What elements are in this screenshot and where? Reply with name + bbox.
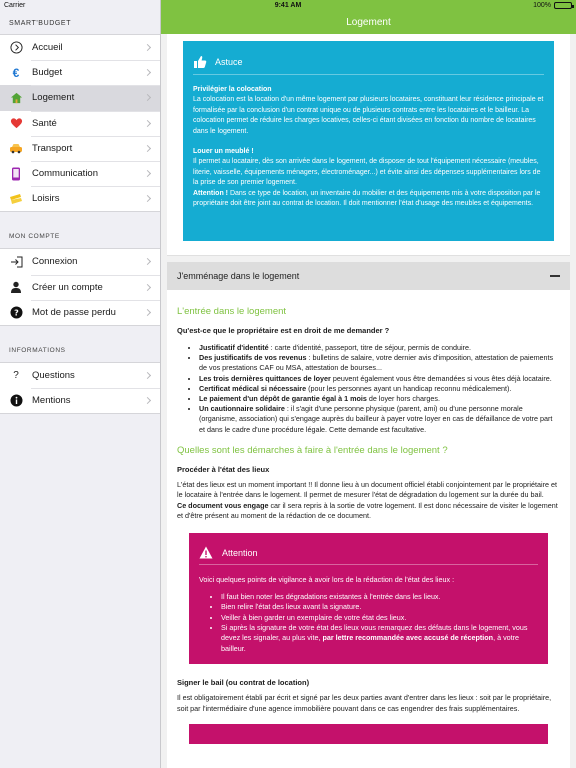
question-icon: ? [13, 369, 19, 381]
astuce-title: Astuce [215, 56, 243, 67]
battery-icon [554, 2, 572, 9]
sidebar-item-mot-de-passe-perdu[interactable] [0, 300, 160, 325]
astuce-p1-text: La colocation est la location d'un même logement par plusieurs locataires, constituant leur résidence principale et formalisée par la conclusion d'un contrat unique ou de plusieurs contrats entre les locataires et le bailleur. La colocation permet de réduire les charges locatives, celles-ci étant divisées en fonction du nombre de locataires dans le logement. [193, 96, 544, 135]
astuce-p1-title: Privilégier la colocation [193, 86, 272, 93]
sidebar [0, 0, 161, 768]
battery-indicator [533, 2, 572, 9]
astuce-p3-bold: Attention ! [193, 189, 228, 197]
chevron-right-icon [144, 94, 151, 101]
list-item: • Des justificatifs de vos revenus : bulletins de salaire, votre dernier avis d'imposition, attestation de paiements de vos prestations CAF ou MSA, attestation de bourses... [199, 353, 560, 373]
sidebar-item-questions[interactable] [0, 363, 160, 388]
svg-text:?: ? [13, 308, 19, 318]
next-callout-box [189, 724, 548, 744]
chevron-right-icon [144, 69, 151, 76]
chevron-right-icon [144, 284, 151, 291]
attention-title: Attention [222, 547, 258, 558]
astuce-header [193, 49, 544, 75]
list-item: • Il faut bien noter les dégradations existantes à l'entrée dans les lieux. [221, 592, 538, 602]
sidebar-item-logement[interactable] [0, 85, 160, 110]
sidebar-item-label: Connexion [32, 256, 78, 268]
sidebar-item-label: Mentions [32, 395, 71, 407]
sidebar-item-label: Transport [32, 142, 73, 154]
sidebar-item-label: Santé [32, 117, 57, 129]
chevron-right-icon [144, 397, 151, 404]
chevron-right-icon [144, 170, 151, 177]
requirements-list [177, 343, 560, 435]
battery-percent: 100% [533, 2, 551, 9]
accordion-header[interactable] [167, 262, 570, 290]
app-title: SMART'BUDGET [9, 20, 72, 27]
sidebar-item-connexion[interactable] [0, 249, 160, 274]
sidebar-item-accueil[interactable] [0, 35, 160, 60]
section-heading-entree: L'entrée dans le logement [177, 306, 287, 317]
info-menu [0, 362, 160, 414]
heart-icon [9, 116, 23, 130]
attention-header [199, 541, 538, 565]
sidebar-item-label: Mot de passe perdu [32, 306, 116, 318]
list-item: • Certificat médical si nécessaire (pour les personnes ayant un handicap reconnu médicalement). [199, 384, 560, 394]
accordion-emmenage [167, 262, 570, 768]
subheading-bail: Signer le bail (ou contrat de location) [177, 678, 310, 688]
question-heading: Qu'est-ce que le propriétaire est en droit de me demander ? [177, 326, 390, 335]
list-item: • Bien relire l'état des lieux avant la signature. [221, 602, 538, 612]
etat-des-lieux-paragraph: L'état des lieux est un moment important !! Il donne lieu à un document officiel établi conjointement par le propriétaire et le locataire à l'entrée dans le logement. Il permet de mesurer l'état de dégradation du logement sur la durée du bail. [177, 479, 558, 500]
bail-paragraph: Il est obligatoirement établi par écrit et signé par les deux parties avant d'entrer dans les lieux : soit par le propriétaire, soit par l'intermédiaire d'une agence immobilière pouvant dans ce cas engendrer des frais supplémentaires. [177, 693, 552, 713]
astuce-p3-text: Dans ce type de location, un inventaire du mobilier et des équipements mis à votre disposition par le propriétaire doit être joint au contrat de location. Il doit mentionner l'état d'usage des meubles et équipements. [193, 189, 541, 208]
status-bar [0, 0, 576, 12]
carrier-label: Carrier [4, 2, 26, 9]
astuce-p2-title: Louer un meublé ! [193, 148, 254, 156]
attention-list [199, 592, 538, 654]
accordion-body [167, 290, 570, 768]
astuce-p3 [193, 189, 544, 210]
section-header-info: INFORMATIONS [9, 346, 66, 354]
euro-icon: € [12, 65, 20, 80]
arrow-circle-icon [9, 41, 23, 55]
chevron-right-icon [144, 195, 151, 202]
chevron-right-icon [144, 372, 151, 379]
account-menu [0, 248, 160, 326]
document-engage-paragraph: Ce document vous engage car il sera repris à la sortie de votre logement. Il est donc nécessaire de visiter le logement et d'être présent au moment de la rédaction de ce document. [177, 500, 558, 521]
content-scroll[interactable] [167, 34, 570, 768]
section-heading-demarches: Quelles sont les démarches à faire à l'entrée dans le logement ? [177, 444, 448, 456]
sidebar-item-label: Budget [32, 67, 63, 79]
sidebar-item-label: Logement [32, 92, 75, 104]
attention-intro: Voici quelques points de vigilance à avoir lors de la rédaction de l'état des lieux : [199, 575, 455, 585]
list-item: • Si après la signature de votre état des lieux vous remarquez des défauts dans le logement, vous devez les signaler, au plus vite, par lettre recommandée avec accusé de réception, à votre bailleur. [221, 623, 538, 654]
list-item: • Veiller à bien garder un exemplaire de votre état des lieux. [221, 613, 538, 623]
astuce-p2-text: Il permet au locataire, dès son arrivée dans le logement, de disposer de tout l'équipement nécessaire (meubles, literie, vaisselle, équipements ménagers, électroménager...) et évite ainsi des dépenses supplémentaires lors de la prise de son premier logement. [193, 158, 541, 187]
accordion-title: J'emménage dans le logement [177, 271, 300, 281]
list-item: • Les trois dernières quittances de loyer peuvent également vous être demandées si vous êtes déjà locataire. [199, 374, 560, 384]
sidebar-item-label: Communication [32, 168, 98, 180]
collapse-minus-icon[interactable] [550, 275, 560, 277]
astuce-card [167, 34, 570, 256]
list-item: • Le paiement d'un dépôt de garantie égal à 1 mois de loyer hors charges. [199, 394, 560, 404]
status-time: 9:41 AM [274, 2, 302, 9]
list-item: • Justificatif d'identité : carte d'identité, passeport, titre de séjour, permis de conduire. [199, 343, 560, 353]
page-title: Logement [346, 17, 391, 28]
chevron-right-icon [144, 120, 151, 127]
chevron-right-icon [144, 309, 151, 316]
info-icon [9, 394, 23, 408]
list-item: • Un cautionnaire solidaire : il s'agit d'une personne physique (parent, ami) ou d'une personne morale (organisme, association) qui s'engage auprès du bailleur à payer votre loyer en cas de défaillance de votre part et dans le cadre d'une procédure légale. Cette demande est facultative. [199, 404, 560, 435]
section-header-account: MON COMPTE [9, 233, 60, 241]
subheading-etat-des-lieux: Procéder à l'état des lieux [177, 464, 270, 474]
attention-box [189, 533, 548, 664]
user-icon [9, 280, 23, 294]
main-panel [161, 0, 576, 768]
main-menu [0, 34, 160, 212]
chevron-right-icon [144, 44, 151, 51]
sidebar-item-sante[interactable] [0, 111, 160, 136]
help-icon [9, 305, 23, 319]
sidebar-item-label: Questions [32, 369, 75, 381]
warning-icon [199, 546, 213, 560]
house-icon [9, 91, 23, 105]
sidebar-item-mentions[interactable] [0, 388, 160, 413]
sidebar-item-loisirs[interactable] [0, 186, 160, 211]
login-icon [9, 255, 23, 269]
sidebar-item-transport[interactable] [0, 136, 160, 161]
ticket-icon [9, 192, 23, 206]
sidebar-item-label: Accueil [32, 42, 63, 54]
sidebar-item-creer-compte[interactable] [0, 275, 160, 300]
astuce-box [183, 41, 554, 241]
sidebar-item-label: Créer un compte [32, 281, 103, 293]
sidebar-item-label: Loisirs [32, 193, 60, 205]
car-icon [9, 141, 23, 155]
thumbs-up-icon [193, 55, 207, 69]
chevron-right-icon [144, 258, 151, 265]
sidebar-item-budget[interactable] [0, 60, 160, 85]
sidebar-item-communication[interactable] [0, 161, 160, 186]
phone-icon [9, 167, 23, 181]
chevron-right-icon [144, 145, 151, 152]
